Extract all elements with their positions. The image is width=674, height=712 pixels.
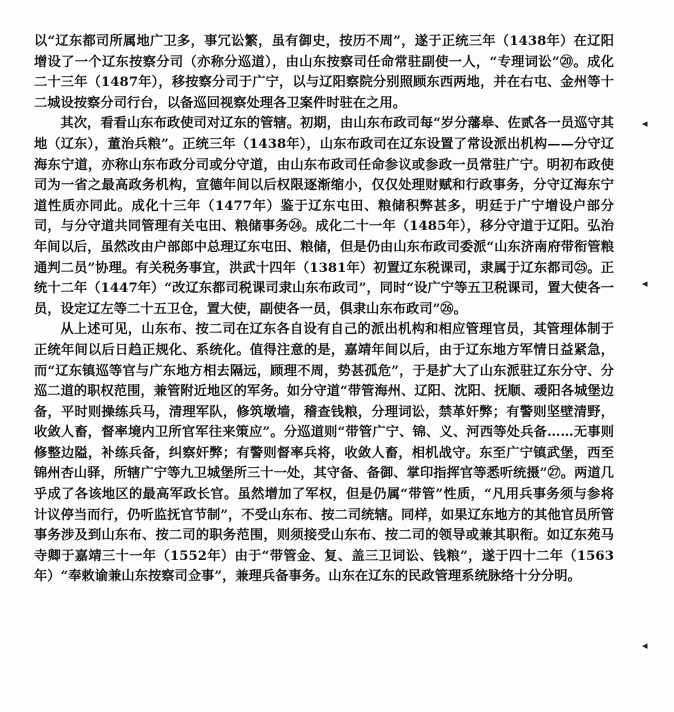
margin-mark: ◂: [642, 277, 648, 290]
body-text: [34, 32, 614, 588]
margin-mark: ◂: [642, 117, 648, 130]
paragraph-3: 从上述可见，山东布、按二司在辽东各自设有自己的派出机构和相应管理官员，其管理体制于正统年间以后日趋正规化、系统化。值得注意的是，嘉靖年间以后，由于辽东地方军情日益紧急，而“辽东镇巡等官与广东地方相去隔远，顾理不周，势甚孤危”，于是扩大了山东派驻辽东分守、分巡二道的职权范围，兼管附近地区的军务。如分守道“带管海州、辽阳、沈阳、抚顺、叆阳各城堡边备，平时则操练兵马，清理军队，修筑墩墙，稽查钱粮，分理词讼，禁革奸弊；有警则坚壁清野，收敛人畜，督率境内卫所官军往来策应”。分巡道则“带管广宁、锦、义、河西等处兵备……无事则修整边隘，补练兵备，纠察奸弊；有警则督率兵将，收敛人畜，相机战守。东至广宁镇武堡，西至锦州杏山驿，所辖广宁等九卫城堡所三十一处，其守备、备御、掌印指挥官等悉听统摄”㉗。两道几乎成了各该地区的最高军政长官。虽然增加了军权，但是仍属“带管”性质，“凡用兵事务须与参将计议停当而行，仍听监抚官节制”，不受山东布、按二司统辖。同样，如果辽东地方的其他官员所管事务涉及到山东布、按二司的职务范围，则须接受山东布、按二司的领导或兼其职衔。如辽东苑马寺卿于嘉靖三十一年（1552年）由于“带管金、复、盖三卫词讼、钱粮”，遂于四十二年（1563年）“奉敕谕兼山东按察司佥事”，兼理兵备事务。山东在辽东的民政管理系统脉络十分分明。: [34, 322, 614, 585]
margin-mark: ◂: [642, 639, 648, 652]
paragraph-1: 以“辽东都司所属地广卫多，事冗讼繁，虽有御史，按历不周”，遂于正统三年（1438年）在辽阳增设了一个辽东按察分司（亦称分巡道），由山东按察司任命常驻副使一人，“专理词讼”⑳。成化二十三年（1487年），移按察分司于广宁，以与辽阳察院分别照顾东西两地，并在右屯、金州等十二城设按察分司行台，以备巡回视察处理各卫案件时驻在之用。: [34, 34, 614, 111]
paragraph-2: 其次，看看山东布政使司对辽东的管辖。初期，由山东布政司每“岁分藩皋、佐贰各一员巡守其地（辽东），董治兵粮”。正统三年（1438年），山东布政司在辽东设置了常设派出机构——分守辽海东宁道，亦称山东布政分司或分守道，由山东布政司任命参议或参政一员常驻广宁。明初布政使司为一省之最高政务机构，宣德年间以后权限逐渐缩小，仅仅处理财赋和行政事务，分守辽海东宁道性质亦同此。成化十三年（1477年）鉴于辽东屯田、粮储积弊甚多，明廷于广宁增设户部分司，与分守道共同管理有关屯田、粮储事务㉔。成化二十一年（1485年），移分守道于辽阳。弘治年间以后，虽然改由户部郎中总理辽东屯田、粮储，但是仍由山东布政司委派“山东济南府带衔管粮通判二员”协理。有关税务事宜，洪武十四年（1381年）初置辽东税课司，隶属于辽东都司㉕。正统十二年（1447年）“改辽东都司税课司隶山东布政司”，同时“设广宁等五卫税课司，置大使各一员，设定辽左等二十五卫仓，置大使，副使各一员，俱隶山东布政司”㉖。: [34, 116, 614, 317]
